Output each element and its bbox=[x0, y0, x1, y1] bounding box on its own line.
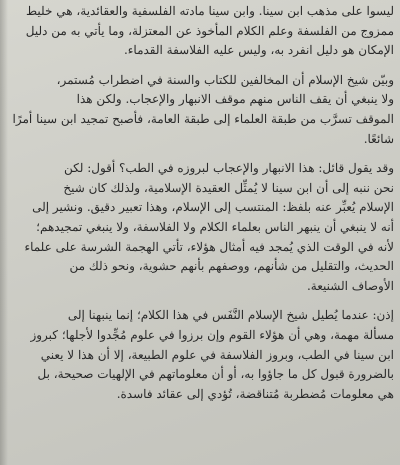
paragraph-gap bbox=[8, 61, 394, 71]
text-line: الأوصاف الشنيعة. bbox=[306, 278, 394, 293]
text-line: الموقف تسرَّب من طبقة العلماء إلى طبقة العامة، فأصبح تمجيد ابن سينا أمرًا bbox=[12, 111, 394, 126]
text-line: الإمكان هو دليل انفرد به، وليس عليه الفلاسفة القدماء. bbox=[123, 43, 394, 58]
paragraph-1 bbox=[8, 2, 394, 61]
page-text bbox=[8, 2, 394, 404]
text-line: وبيّن شيخ الإسلام أن المخالفين للكتاب والسنة في اضطراب مُستمر، bbox=[56, 72, 394, 87]
paragraph-4 bbox=[8, 306, 394, 404]
paragraph-2 bbox=[8, 71, 394, 149]
paragraph-gap bbox=[8, 296, 394, 306]
text-line: نحن ننبه إلى أن ابن سينا لا يُمثِّل العقيدة الإسلامية، ولذلك كان شيخ bbox=[63, 180, 394, 195]
text-line: وقد يقول قائل: هذا الانبهار والإعجاب لبروزه في الطب؟ أقول: لكن bbox=[63, 161, 394, 176]
text-line: ابن سينا في الطب، وبروز الفلاسفة في علوم الطبيعة، إلا أن هذا لا يعني bbox=[40, 347, 394, 362]
text-line: أنه لا ينبغي أن ينبهر الناس بعلماء الكلام ولا الفلاسفة، ولا ينبغي تمجيدهم؛ bbox=[36, 219, 394, 234]
text-line: الحديث، والتقليل من شأنهم، ووصفهم بأنهم حشوية، ونحو ذلك من bbox=[69, 259, 394, 274]
text-line: إذن: عندما يُطيل شيخ الإسلام النَّفَس في هذا الكلام؛ إنما ينبهنا إلى bbox=[67, 308, 394, 323]
text-line: هي معلومات مُضطربة مُتناقضة، تُؤدي إلى عقائد فاسدة. bbox=[116, 386, 394, 401]
text-line: مسألة مهمة، وهي أن هؤلاء القوم وإن برزوا في علوم مُجِّدوا لأجلها؛ كبروز bbox=[30, 327, 394, 342]
text-line: ولا ينبغي أن يقف الناس منهم موقف الانبهار والإعجاب. ولكن هذا bbox=[76, 92, 394, 107]
paragraph-3 bbox=[8, 159, 394, 296]
text-line: لأنه في الوقت الذي يُمجد فيه أمثال هؤلاء، تأتي الهجمة الشرسة على علماء bbox=[24, 239, 394, 254]
paragraph-gap bbox=[8, 149, 394, 159]
text-line: ممزوج من الفلسفة وعلم الكلام المأخوذ عن المعتزلة، وما يأتي به من دليل bbox=[25, 23, 394, 38]
text-line: الإسلام يُعبِّر عنه بلفظ: المنتسب إلى الإسلام، وهذا تعبير دقيق. ونشير إلى bbox=[32, 200, 394, 215]
text-line: ليسوا على مذهب ابن سينا. وابن سينا مادته الفلسفية والعقائدية، هي خليط bbox=[26, 4, 394, 18]
text-line: شائعًا. bbox=[363, 131, 394, 146]
page-shadow bbox=[0, 0, 8, 465]
text-line: بالضرورة قبول كل ما جاؤوا به، أو أن معلوماتهم في الإلهيات صحيحة، بل bbox=[37, 367, 394, 382]
